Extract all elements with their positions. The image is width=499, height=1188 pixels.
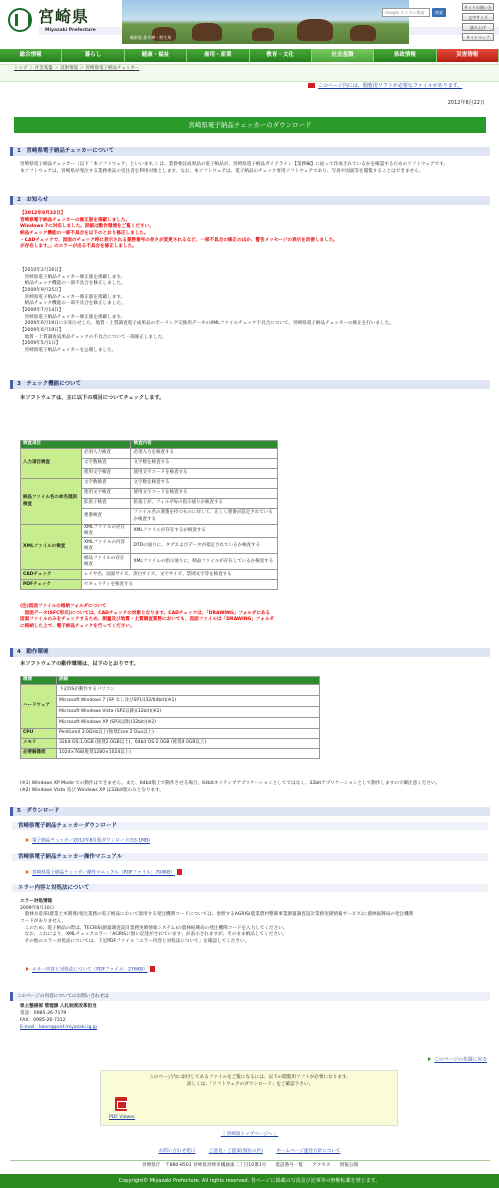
- drawing-folder-note: (注)図面ファイルの格納フォルダについて 図面データ(SFC形式)については、CADチェックの対象となります。CADチェックは、「DRAWING」フォルダにある 図面ファイルのみをチェックするため、測量及び地質・土質調査業務においても、図面ファイルは「DRAWING」フォルダ に格納した上で、電子納品チェックを行ってください。: [20, 604, 274, 629]
- search-button[interactable]: 検索: [432, 8, 446, 17]
- prefecture-emblem-icon: [8, 8, 32, 32]
- pref-home-link[interactable]: ［ 宮崎県トップページへ ］: [220, 1132, 279, 1137]
- read-aloud-button[interactable]: 読み上げ: [462, 23, 494, 31]
- logo-sub: Miyazaki Prefecture: [39, 27, 499, 35]
- logo-name: 宮崎県: [38, 7, 90, 26]
- section-3-lead: 本ソフトウェアは、主に以下の項目についてチェックします。: [20, 395, 165, 401]
- section-5-heading: 5 ダウンロード: [10, 807, 490, 816]
- manual-subheading: 宮崎県電子納品チェッカー操作マニュアル: [12, 853, 488, 861]
- footer-address: 宮崎県庁 〒880-8501 宮崎県宮崎市橘通東二丁目10番1号 電話番号一覧 アクセス 情報公開: [10, 1160, 490, 1170]
- pdf-icon: [177, 869, 182, 875]
- pdf-notice-link[interactable]: このページ内には、閲覧用ソフトが必要なファイルがあります。: [308, 83, 462, 90]
- manual-download-link[interactable]: 宮崎県電子納品チェッカー操作マニュアル（PDFファイル：704KB）: [26, 869, 182, 877]
- page-title: 宮崎県電子納品チェッカーのダウンロード: [14, 117, 486, 133]
- notice-latest: 【2012年8月22日】 宮崎県電子納品チェッカーの修正版を掲載しました。 Windows 7に対応しました。詳細は動作環境をご覧ください。 納品チェック機能の一部不具合を以下のとおり修正しました。 ・CADチェックで、図面のチェック時に表示される業務番号の長さが変更されるなど、一部不具合の修正のほか、警告メッセージの表示を改善しました。 が存在します。」のエラーが出る不具合を修正しました。: [20, 211, 338, 250]
- download-subheading: 宮崎県電子納品チェッカーダウンロード: [12, 822, 488, 830]
- environment-notes: (※1) Windows XP Mode での動作はできません。また、64bit版上で動作させる場合、64bitネイティブアプリケーションとしてではなく、32bitアプリケーションとして動作しますので御注意ください。 (※2) Windows Vista 及び Windows XP は32bit版のみとなります。: [20, 781, 441, 793]
- font-size-button[interactable]: 文字サイズ: [462, 13, 494, 21]
- nav-prefgov[interactable]: 県政情報: [374, 49, 436, 62]
- arrow-icon: [26, 838, 29, 842]
- arrow-icon: [26, 870, 29, 874]
- error-pdf-link[interactable]: エラー内容と対処法について（PDFファイル：276KB）: [26, 966, 155, 974]
- notice-icon: [308, 83, 315, 88]
- pdf-viewer-link[interactable]: PDF Viewer: [109, 1115, 136, 1120]
- footer-opinion-link[interactable]: ご意見・ご提案(県民の声): [208, 1149, 263, 1154]
- pdf-icon: [150, 966, 155, 972]
- copyright: Copyright© Miyazaki Prefecture. All rights reserved. 各ページに掲載の写真及び記事等の無断転載を禁じます。: [0, 1174, 499, 1188]
- notice-history: 【2010年2月26日】 宮崎県電子納品チェッカー修正版を掲載します。 納品チェック機能の一部不具合を修正しました。 【2009年9月25日】 宮崎県電子納品チェッカー修正版を掲載します。 納品チェック機能の一部不具合を修正しました。 【2009年7月14日】 宮崎県電子納品チェッカー修正版を掲載します。 2009年6月19日にお知らせした、地質・土質調査電子成果品のボーリング交換用データのXMLファイルチェック不具合について、宮崎県電子納品チェッカーの修正を行いました。 【2009年6月19日】 地質・土質調査成果品チェックの不具合について一部修正しました。 【2009年5月1日】 宮崎県電子納品チェッカーを公開しました。: [20, 268, 394, 353]
- section-1-heading: 1 宮崎県電子納品チェッカーについて: [10, 147, 490, 156]
- nav-health[interactable]: 健康・福祉: [125, 49, 187, 62]
- nav-education[interactable]: 教育・文化: [250, 49, 312, 62]
- section-4-lead: 本ソフトウェアの動作環境は、以下のとおりです。: [20, 661, 139, 667]
- error-subheading: エラー内容と対処法について: [12, 884, 488, 892]
- search-input[interactable]: Google カスタム検索: [382, 8, 430, 17]
- check-function-table: 検査項目 検査内容 入力項目検査 必須入力検査 必須入力を検査する 文字数検査 文字数を検査する 使用文字検査 使用文字コードを検査する 納品ファイル名の命名規則検査 文字数検査 文字数を検査する 使用文字検査 使用文字コードを検査する 拡張子検査 拡張子が、フォルダ毎の指示通りか検査する 連番検査 ファイル名の連番を持つものに対して、正しく連番が設定されているか検査する XMLファイルの検査 XMLファイルの存在検査 XMLファイルが存在するか検査する XMLファイルの内容検査 DTDの通りに、タグおよびデータが指定されているか検査する 納品ファイルの存在検査 XMLファイルの指示通りに、納品ファイルが存在しているか検査する CADチェック レイヤ名、図面サイズ、余白サイズ、文字サイズ、禁則文字等を検査する PDFチェック セキュリティを検査する: [20, 440, 278, 590]
- update-date: 2012年8月22日: [447, 100, 485, 106]
- section-2-heading: 2 お知らせ: [10, 196, 490, 205]
- contact-heading: このページの内容についてのお問い合わせは: [10, 992, 490, 1001]
- sitemap-button[interactable]: サイトマップ: [462, 33, 494, 41]
- error-info: エラー対処情報 2009年8月10日 農林水産部(農業土木関係)発注業務の電子納品において使用する発注機関コードについては、参照するAGRIS(農業農村整備事業測量調査設計業務実績情報サービス)に農林振興局の発注機関 コードがありません。 このため、電子納品の際は、TECRIS(測量調査設計業務実績情報システム)の農林振興局の発注機関コードを入力してください。 なお、これにより、XMLチェックエラー「AGRISに無い記述がされています」が表示されますが、そのまま納品してください。 その他のエラー対処法については、下記PDFファイル「エラー内容と対処法について」を確認してください。: [20, 899, 414, 944]
- header-photo: [122, 0, 409, 44]
- breadcrumb[interactable]: トップ ＞ 社会基盤 ＞ 技術情報 ＞ 宮崎県電子納品チェッカー: [14, 66, 140, 71]
- photo-caption: 撮影地 都井岬・野生馬: [130, 35, 172, 40]
- nav-living[interactable]: 暮らし: [62, 49, 124, 62]
- footer-policy-link[interactable]: ホームページ運営方針について: [276, 1149, 341, 1154]
- environment-table: 環境 詳細 ハードウェア 下記OSが動作するパソコン Microsoft Windows 7 (SP なし及びSP1)(32/64bit)(※1) Microsoft Windows Vista (SP2以降)(32bit)(※2) Microsoft Windows XP (SP3以降)(32bit)(※2) CPU Pentium4 3.0GHz以上(推奨Core 2 Duo以上) メモリ 32bit OS:1.0GB (推奨2.0GB以上)、64bit OS:2.0GB (推奨4.0GB以上) 必要解像度 1024×768(推奨1280×1024以上): [20, 676, 320, 759]
- up-arrow-icon: [428, 1057, 431, 1061]
- nav-disaster[interactable]: 災害情報: [437, 49, 499, 62]
- site-usage-button[interactable]: サイトの使い方: [462, 3, 494, 11]
- checker-download-link[interactable]: 電子納品チェッカー2012年8月版ダウンロード(53.1MB): [26, 838, 150, 845]
- section-1-text: 宮崎県電子納品チェッカー（以下「本ソフトウェア」といいます。）は、業務委託成果品の電子納品が、宮崎県電子納品ガイドライン【業務編】に従って作成されているかを確認するためのソフトウェアです。 本ソフトウェアは、宮崎県が発注する業務委託の受注者を利用対象とします。なお、本ソフトウェアは、電子納品のチェック専用ソフトウェアであり、写真や図面等を閲覧することはできません。: [20, 162, 449, 174]
- arrow-icon: [26, 967, 29, 971]
- section-4-heading: 4 動作環境: [10, 648, 490, 657]
- nav-infrastructure[interactable]: 社会基盤: [312, 49, 374, 62]
- back-to-top-link[interactable]: このページの先頭に戻る: [428, 1057, 487, 1064]
- global-nav: [0, 49, 499, 62]
- contact-email-link[interactable]: E-mail：kanri@pref.miyazaki.lg.jp: [20, 1024, 98, 1030]
- section-3-heading: 3 チェック機能について: [10, 380, 490, 389]
- contact-info: 県土整備部 管理課 入札制度改革担当 電話：0985-26-7179 FAX：0985-26-7312 E-mail：kanri@pref.miyazaki.lg.jp: [20, 1004, 98, 1030]
- footer-inquiry-link[interactable]: お問い合わせ窓口: [158, 1149, 196, 1154]
- pdf-viewer-icon[interactable]: [115, 1097, 127, 1111]
- pdf-viewer-box: このページ内に添付してあるファイルをご覧になるには、以下の閲覧用ソフトが必要になります。 詳しくは、「ソフトウェアのダウンロード」をご確認下さい。 PDF Viewer: [100, 1070, 398, 1126]
- site-logo[interactable]: [8, 6, 128, 38]
- footer-links: [0, 1149, 499, 1155]
- nav-industry[interactable]: 雇用・産業: [187, 49, 249, 62]
- nav-general[interactable]: 総合情報: [0, 49, 62, 62]
